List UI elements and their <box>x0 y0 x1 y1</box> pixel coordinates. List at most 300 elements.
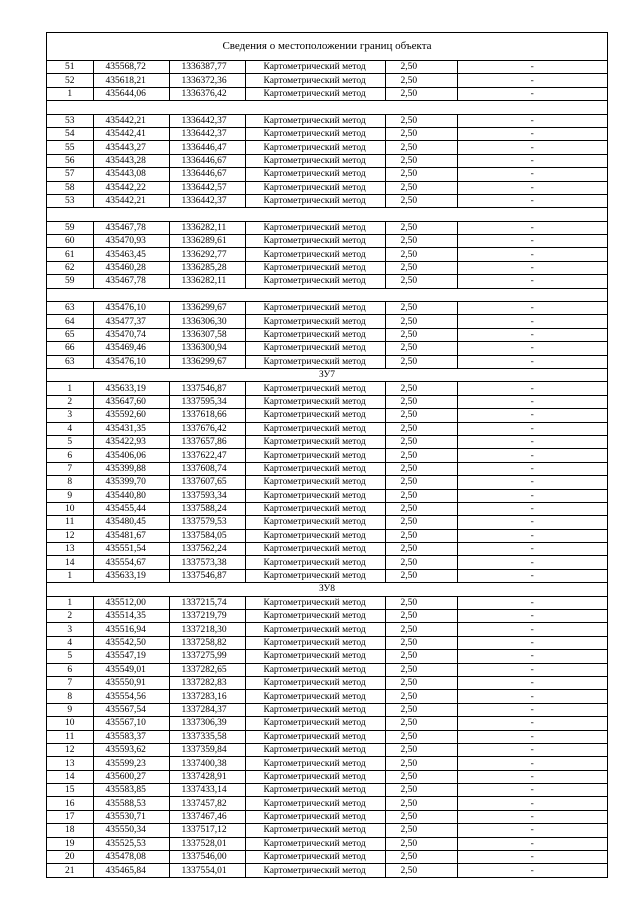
accuracy-cell: 2,50 <box>385 302 457 315</box>
x-coordinate-cell: 435442,21 <box>93 194 169 207</box>
method-cell: Картометрический метод <box>245 315 385 328</box>
blank-separator-cell <box>47 208 607 221</box>
table-row <box>47 141 607 154</box>
table-row <box>47 315 607 328</box>
accuracy-cell: 2,50 <box>385 114 457 127</box>
x-coordinate-cell: 435442,21 <box>93 114 169 127</box>
description-cell: - <box>457 422 607 435</box>
x-coordinate-cell: 435467,78 <box>93 275 169 288</box>
y-coordinate-cell: 1337219,79 <box>169 610 245 623</box>
description-cell: - <box>457 409 607 422</box>
table-row <box>47 596 607 609</box>
accuracy-cell: 2,50 <box>385 462 457 475</box>
x-coordinate-cell: 435593,62 <box>93 743 169 756</box>
accuracy-cell: 2,50 <box>385 409 457 422</box>
description-cell: - <box>457 489 607 502</box>
table-row <box>47 717 607 730</box>
x-coordinate-cell: 435592,60 <box>93 409 169 422</box>
table-row <box>47 810 607 823</box>
table-row <box>47 757 607 770</box>
x-coordinate-cell: 435583,85 <box>93 784 169 797</box>
table-row <box>47 690 607 703</box>
point-number-cell: 18 <box>47 824 93 837</box>
method-cell: Картометрический метод <box>245 181 385 194</box>
blank-separator-row <box>47 208 607 221</box>
accuracy-cell: 2,50 <box>385 810 457 823</box>
description-cell: - <box>457 824 607 837</box>
point-number-cell: 6 <box>47 449 93 462</box>
method-cell: Картометрический метод <box>245 462 385 475</box>
y-coordinate-cell: 1337588,24 <box>169 502 245 515</box>
accuracy-cell: 2,50 <box>385 676 457 689</box>
accuracy-cell: 2,50 <box>385 355 457 368</box>
accuracy-cell: 2,50 <box>385 703 457 716</box>
x-coordinate-cell: 435647,60 <box>93 395 169 408</box>
table-row <box>47 784 607 797</box>
x-coordinate-cell: 435455,44 <box>93 502 169 515</box>
x-coordinate-cell: 435422,93 <box>93 435 169 448</box>
description-cell: - <box>457 502 607 515</box>
method-cell: Картометрический метод <box>245 74 385 87</box>
table-row <box>47 194 607 207</box>
point-number-cell: 54 <box>47 127 93 140</box>
y-coordinate-cell: 1337607,65 <box>169 476 245 489</box>
method-cell: Картометрический метод <box>245 302 385 315</box>
x-coordinate-cell: 435568,72 <box>93 61 169 74</box>
table-row <box>47 610 607 623</box>
point-number-cell: 16 <box>47 797 93 810</box>
accuracy-cell: 2,50 <box>385 757 457 770</box>
accuracy-cell: 2,50 <box>385 489 457 502</box>
accuracy-cell: 2,50 <box>385 261 457 274</box>
table-row <box>47 302 607 315</box>
x-coordinate-cell: 435542,50 <box>93 636 169 649</box>
y-coordinate-cell: 1336446,47 <box>169 141 245 154</box>
y-coordinate-cell: 1337282,65 <box>169 663 245 676</box>
table-row <box>47 422 607 435</box>
y-coordinate-cell: 1337546,87 <box>169 569 245 582</box>
point-number-cell: 21 <box>47 864 93 877</box>
y-coordinate-cell: 1336446,67 <box>169 168 245 181</box>
point-number-cell: 7 <box>47 676 93 689</box>
accuracy-cell: 2,50 <box>385 864 457 877</box>
table-row <box>47 154 607 167</box>
point-number-cell: 1 <box>47 382 93 395</box>
x-coordinate-cell: 435399,88 <box>93 462 169 475</box>
accuracy-cell: 2,50 <box>385 168 457 181</box>
point-number-cell: 12 <box>47 743 93 756</box>
description-cell: - <box>457 114 607 127</box>
table-row <box>47 235 607 248</box>
table-row <box>47 181 607 194</box>
point-number-cell: 1 <box>47 87 93 100</box>
description-cell: - <box>457 221 607 234</box>
accuracy-cell: 2,50 <box>385 382 457 395</box>
table-row <box>47 864 607 877</box>
x-coordinate-cell: 435406,06 <box>93 449 169 462</box>
x-coordinate-cell: 435567,54 <box>93 703 169 716</box>
description-cell: - <box>457 275 607 288</box>
point-number-cell: 62 <box>47 261 93 274</box>
y-coordinate-cell: 1336306,30 <box>169 315 245 328</box>
description-cell: - <box>457 342 607 355</box>
x-coordinate-cell: 435550,91 <box>93 676 169 689</box>
method-cell: Картометрический метод <box>245 409 385 422</box>
section-header-row <box>47 368 607 381</box>
table-row <box>47 529 607 542</box>
point-number-cell: 8 <box>47 690 93 703</box>
y-coordinate-cell: 1337622,47 <box>169 449 245 462</box>
table-row <box>47 837 607 850</box>
x-coordinate-cell: 435567,10 <box>93 717 169 730</box>
table-row <box>47 476 607 489</box>
y-coordinate-cell: 1336285,28 <box>169 261 245 274</box>
y-coordinate-cell: 1337546,00 <box>169 851 245 864</box>
accuracy-cell: 2,50 <box>385 543 457 556</box>
table-row <box>47 824 607 837</box>
description-cell: - <box>457 462 607 475</box>
point-number-cell: 17 <box>47 810 93 823</box>
method-cell: Картометрический метод <box>245 328 385 341</box>
method-cell: Картометрический метод <box>245 650 385 663</box>
description-cell: - <box>457 302 607 315</box>
point-number-cell: 1 <box>47 596 93 609</box>
table-row <box>47 797 607 810</box>
x-coordinate-cell: 435470,93 <box>93 235 169 248</box>
point-number-cell: 63 <box>47 355 93 368</box>
point-number-cell: 12 <box>47 529 93 542</box>
description-cell: - <box>457 757 607 770</box>
method-cell: Картометрический метод <box>245 543 385 556</box>
x-coordinate-cell: 435549,01 <box>93 663 169 676</box>
accuracy-cell: 2,50 <box>385 636 457 649</box>
description-cell: - <box>457 449 607 462</box>
point-number-cell: 5 <box>47 435 93 448</box>
x-coordinate-cell: 435443,08 <box>93 168 169 181</box>
description-cell: - <box>457 676 607 689</box>
y-coordinate-cell: 1337258,82 <box>169 636 245 649</box>
point-number-cell: 63 <box>47 302 93 315</box>
point-number-cell: 61 <box>47 248 93 261</box>
point-number-cell: 14 <box>47 770 93 783</box>
table-row <box>47 342 607 355</box>
table-row <box>47 355 607 368</box>
x-coordinate-cell: 435431,35 <box>93 422 169 435</box>
table-row <box>47 61 607 74</box>
accuracy-cell: 2,50 <box>385 87 457 100</box>
table-row <box>47 275 607 288</box>
x-coordinate-cell: 435554,56 <box>93 690 169 703</box>
description-cell: - <box>457 663 607 676</box>
table-row <box>47 462 607 475</box>
x-coordinate-cell: 435399,70 <box>93 476 169 489</box>
description-cell: - <box>457 623 607 636</box>
table-row <box>47 395 607 408</box>
y-coordinate-cell: 1336289,61 <box>169 235 245 248</box>
method-cell: Картометрический метод <box>245 757 385 770</box>
accuracy-cell: 2,50 <box>385 449 457 462</box>
accuracy-cell: 2,50 <box>385 127 457 140</box>
method-cell: Картометрический метод <box>245 824 385 837</box>
description-cell: - <box>457 127 607 140</box>
point-number-cell: 4 <box>47 636 93 649</box>
description-cell: - <box>457 864 607 877</box>
y-coordinate-cell: 1336292,77 <box>169 248 245 261</box>
y-coordinate-cell: 1336442,37 <box>169 127 245 140</box>
accuracy-cell: 2,50 <box>385 610 457 623</box>
table-row <box>47 502 607 515</box>
x-coordinate-cell: 435442,41 <box>93 127 169 140</box>
method-cell: Картометрический метод <box>245 114 385 127</box>
point-number-cell: 60 <box>47 235 93 248</box>
table-row <box>47 743 607 756</box>
point-number-cell: 10 <box>47 717 93 730</box>
y-coordinate-cell: 1337282,83 <box>169 676 245 689</box>
point-number-cell: 20 <box>47 851 93 864</box>
table-row <box>47 650 607 663</box>
accuracy-cell: 2,50 <box>385 435 457 448</box>
y-coordinate-cell: 1337306,39 <box>169 717 245 730</box>
y-coordinate-cell: 1337467,46 <box>169 810 245 823</box>
point-number-cell: 8 <box>47 476 93 489</box>
point-number-cell: 13 <box>47 757 93 770</box>
point-number-cell: 11 <box>47 516 93 529</box>
description-cell: - <box>457 476 607 489</box>
table-row <box>47 489 607 502</box>
x-coordinate-cell: 435516,94 <box>93 623 169 636</box>
description-cell: - <box>457 61 607 74</box>
y-coordinate-cell: 1336282,11 <box>169 275 245 288</box>
table-row <box>47 730 607 743</box>
point-number-cell: 9 <box>47 703 93 716</box>
description-cell: - <box>457 141 607 154</box>
x-coordinate-cell: 435478,08 <box>93 851 169 864</box>
method-cell: Картометрический метод <box>245 449 385 462</box>
y-coordinate-cell: 1337593,34 <box>169 489 245 502</box>
method-cell: Картометрический метод <box>245 87 385 100</box>
table-row <box>47 328 607 341</box>
point-number-cell: 15 <box>47 784 93 797</box>
method-cell: Картометрический метод <box>245 610 385 623</box>
description-cell: - <box>457 168 607 181</box>
point-number-cell: 7 <box>47 462 93 475</box>
description-cell: - <box>457 328 607 341</box>
x-coordinate-cell: 435442,22 <box>93 181 169 194</box>
table-row <box>47 87 607 100</box>
method-cell: Картометрический метод <box>245 489 385 502</box>
section-title: ЗУ7 <box>47 368 607 381</box>
y-coordinate-cell: 1336446,67 <box>169 154 245 167</box>
method-cell: Картометрический метод <box>245 636 385 649</box>
table-row <box>47 261 607 274</box>
y-coordinate-cell: 1337284,37 <box>169 703 245 716</box>
x-coordinate-cell: 435633,19 <box>93 382 169 395</box>
x-coordinate-cell: 435530,71 <box>93 810 169 823</box>
point-number-cell: 10 <box>47 502 93 515</box>
method-cell: Картометрический метод <box>245 476 385 489</box>
accuracy-cell: 2,50 <box>385 596 457 609</box>
description-cell: - <box>457 87 607 100</box>
point-number-cell: 2 <box>47 395 93 408</box>
table-row <box>47 703 607 716</box>
y-coordinate-cell: 1336307,58 <box>169 328 245 341</box>
description-cell: - <box>457 395 607 408</box>
coordinates-table-body <box>47 61 607 877</box>
blank-separator-cell <box>47 288 607 301</box>
x-coordinate-cell: 435633,19 <box>93 569 169 582</box>
y-coordinate-cell: 1336299,67 <box>169 302 245 315</box>
x-coordinate-cell: 435443,27 <box>93 141 169 154</box>
table-row <box>47 409 607 422</box>
description-cell: - <box>457 74 607 87</box>
y-coordinate-cell: 1337584,05 <box>169 529 245 542</box>
y-coordinate-cell: 1337618,66 <box>169 409 245 422</box>
accuracy-cell: 2,50 <box>385 476 457 489</box>
x-coordinate-cell: 435514,35 <box>93 610 169 623</box>
table-row <box>47 127 607 140</box>
x-coordinate-cell: 435600,27 <box>93 770 169 783</box>
y-coordinate-cell: 1337579,53 <box>169 516 245 529</box>
x-coordinate-cell: 435547,19 <box>93 650 169 663</box>
accuracy-cell: 2,50 <box>385 650 457 663</box>
accuracy-cell: 2,50 <box>385 328 457 341</box>
method-cell: Картометрический метод <box>245 194 385 207</box>
accuracy-cell: 2,50 <box>385 275 457 288</box>
method-cell: Картометрический метод <box>245 717 385 730</box>
accuracy-cell: 2,50 <box>385 181 457 194</box>
point-number-cell: 3 <box>47 409 93 422</box>
point-number-cell: 58 <box>47 181 93 194</box>
method-cell: Картометрический метод <box>245 529 385 542</box>
method-cell: Картометрический метод <box>245 851 385 864</box>
y-coordinate-cell: 1336299,67 <box>169 355 245 368</box>
accuracy-cell: 2,50 <box>385 422 457 435</box>
point-number-cell: 19 <box>47 837 93 850</box>
description-cell: - <box>457 569 607 582</box>
accuracy-cell: 2,50 <box>385 770 457 783</box>
y-coordinate-cell: 1337657,86 <box>169 435 245 448</box>
description-cell: - <box>457 355 607 368</box>
method-cell: Картометрический метод <box>245 569 385 582</box>
accuracy-cell: 2,50 <box>385 851 457 864</box>
description-cell: - <box>457 851 607 864</box>
method-cell: Картометрический метод <box>245 342 385 355</box>
y-coordinate-cell: 1336387,77 <box>169 61 245 74</box>
point-number-cell: 59 <box>47 221 93 234</box>
table-row <box>47 449 607 462</box>
description-cell: - <box>457 181 607 194</box>
method-cell: Картометрический метод <box>245 261 385 274</box>
description-cell: - <box>457 730 607 743</box>
method-cell: Картометрический метод <box>245 382 385 395</box>
point-number-cell: 2 <box>47 610 93 623</box>
y-coordinate-cell: 1337215,74 <box>169 596 245 609</box>
y-coordinate-cell: 1337218,30 <box>169 623 245 636</box>
y-coordinate-cell: 1337562,24 <box>169 543 245 556</box>
method-cell: Картометрический метод <box>245 168 385 181</box>
accuracy-cell: 2,50 <box>385 717 457 730</box>
description-cell: - <box>457 770 607 783</box>
table-row <box>47 569 607 582</box>
description-cell: - <box>457 784 607 797</box>
accuracy-cell: 2,50 <box>385 221 457 234</box>
accuracy-cell: 2,50 <box>385 315 457 328</box>
y-coordinate-cell: 1337457,82 <box>169 797 245 810</box>
blank-separator-row <box>47 288 607 301</box>
x-coordinate-cell: 435481,67 <box>93 529 169 542</box>
x-coordinate-cell: 435440,80 <box>93 489 169 502</box>
y-coordinate-cell: 1336376,42 <box>169 87 245 100</box>
method-cell: Картометрический метод <box>245 623 385 636</box>
method-cell: Картометрический метод <box>245 770 385 783</box>
point-number-cell: 13 <box>47 543 93 556</box>
description-cell: - <box>457 610 607 623</box>
table-row <box>47 770 607 783</box>
point-number-cell: 51 <box>47 61 93 74</box>
y-coordinate-cell: 1337546,87 <box>169 382 245 395</box>
method-cell: Картометрический метод <box>245 730 385 743</box>
method-cell: Картометрический метод <box>245 235 385 248</box>
y-coordinate-cell: 1336300,94 <box>169 342 245 355</box>
y-coordinate-cell: 1337275,99 <box>169 650 245 663</box>
x-coordinate-cell: 435469,46 <box>93 342 169 355</box>
method-cell: Картометрический метод <box>245 676 385 689</box>
table-row <box>47 114 607 127</box>
section-title: ЗУ8 <box>47 583 607 596</box>
accuracy-cell: 2,50 <box>385 194 457 207</box>
method-cell: Картометрический метод <box>245 61 385 74</box>
accuracy-cell: 2,50 <box>385 556 457 569</box>
description-cell: - <box>457 435 607 448</box>
method-cell: Картометрический метод <box>245 516 385 529</box>
x-coordinate-cell: 435443,28 <box>93 154 169 167</box>
blank-separator-row <box>47 101 607 114</box>
point-number-cell: 1 <box>47 569 93 582</box>
y-coordinate-cell: 1337428,91 <box>169 770 245 783</box>
point-number-cell: 6 <box>47 663 93 676</box>
description-cell: - <box>457 194 607 207</box>
accuracy-cell: 2,50 <box>385 824 457 837</box>
description-cell: - <box>457 636 607 649</box>
point-number-cell: 4 <box>47 422 93 435</box>
y-coordinate-cell: 1337528,01 <box>169 837 245 850</box>
accuracy-cell: 2,50 <box>385 235 457 248</box>
description-cell: - <box>457 810 607 823</box>
x-coordinate-cell: 435599,23 <box>93 757 169 770</box>
accuracy-cell: 2,50 <box>385 663 457 676</box>
point-number-cell: 64 <box>47 315 93 328</box>
description-cell: - <box>457 543 607 556</box>
y-coordinate-cell: 1337573,38 <box>169 556 245 569</box>
accuracy-cell: 2,50 <box>385 797 457 810</box>
method-cell: Картометрический метод <box>245 154 385 167</box>
y-coordinate-cell: 1337554,01 <box>169 864 245 877</box>
method-cell: Картометрический метод <box>245 596 385 609</box>
method-cell: Картометрический метод <box>245 221 385 234</box>
method-cell: Картометрический метод <box>245 703 385 716</box>
boundary-table-sheet <box>46 32 608 878</box>
table-row <box>47 636 607 649</box>
document-title: Сведения о местоположении границ объекта <box>47 33 607 61</box>
point-number-cell: 55 <box>47 141 93 154</box>
description-cell: - <box>457 717 607 730</box>
point-number-cell: 3 <box>47 623 93 636</box>
x-coordinate-cell: 435477,37 <box>93 315 169 328</box>
method-cell: Картометрический метод <box>245 690 385 703</box>
description-cell: - <box>457 690 607 703</box>
method-cell: Картометрический метод <box>245 422 385 435</box>
x-coordinate-cell: 435460,28 <box>93 261 169 274</box>
